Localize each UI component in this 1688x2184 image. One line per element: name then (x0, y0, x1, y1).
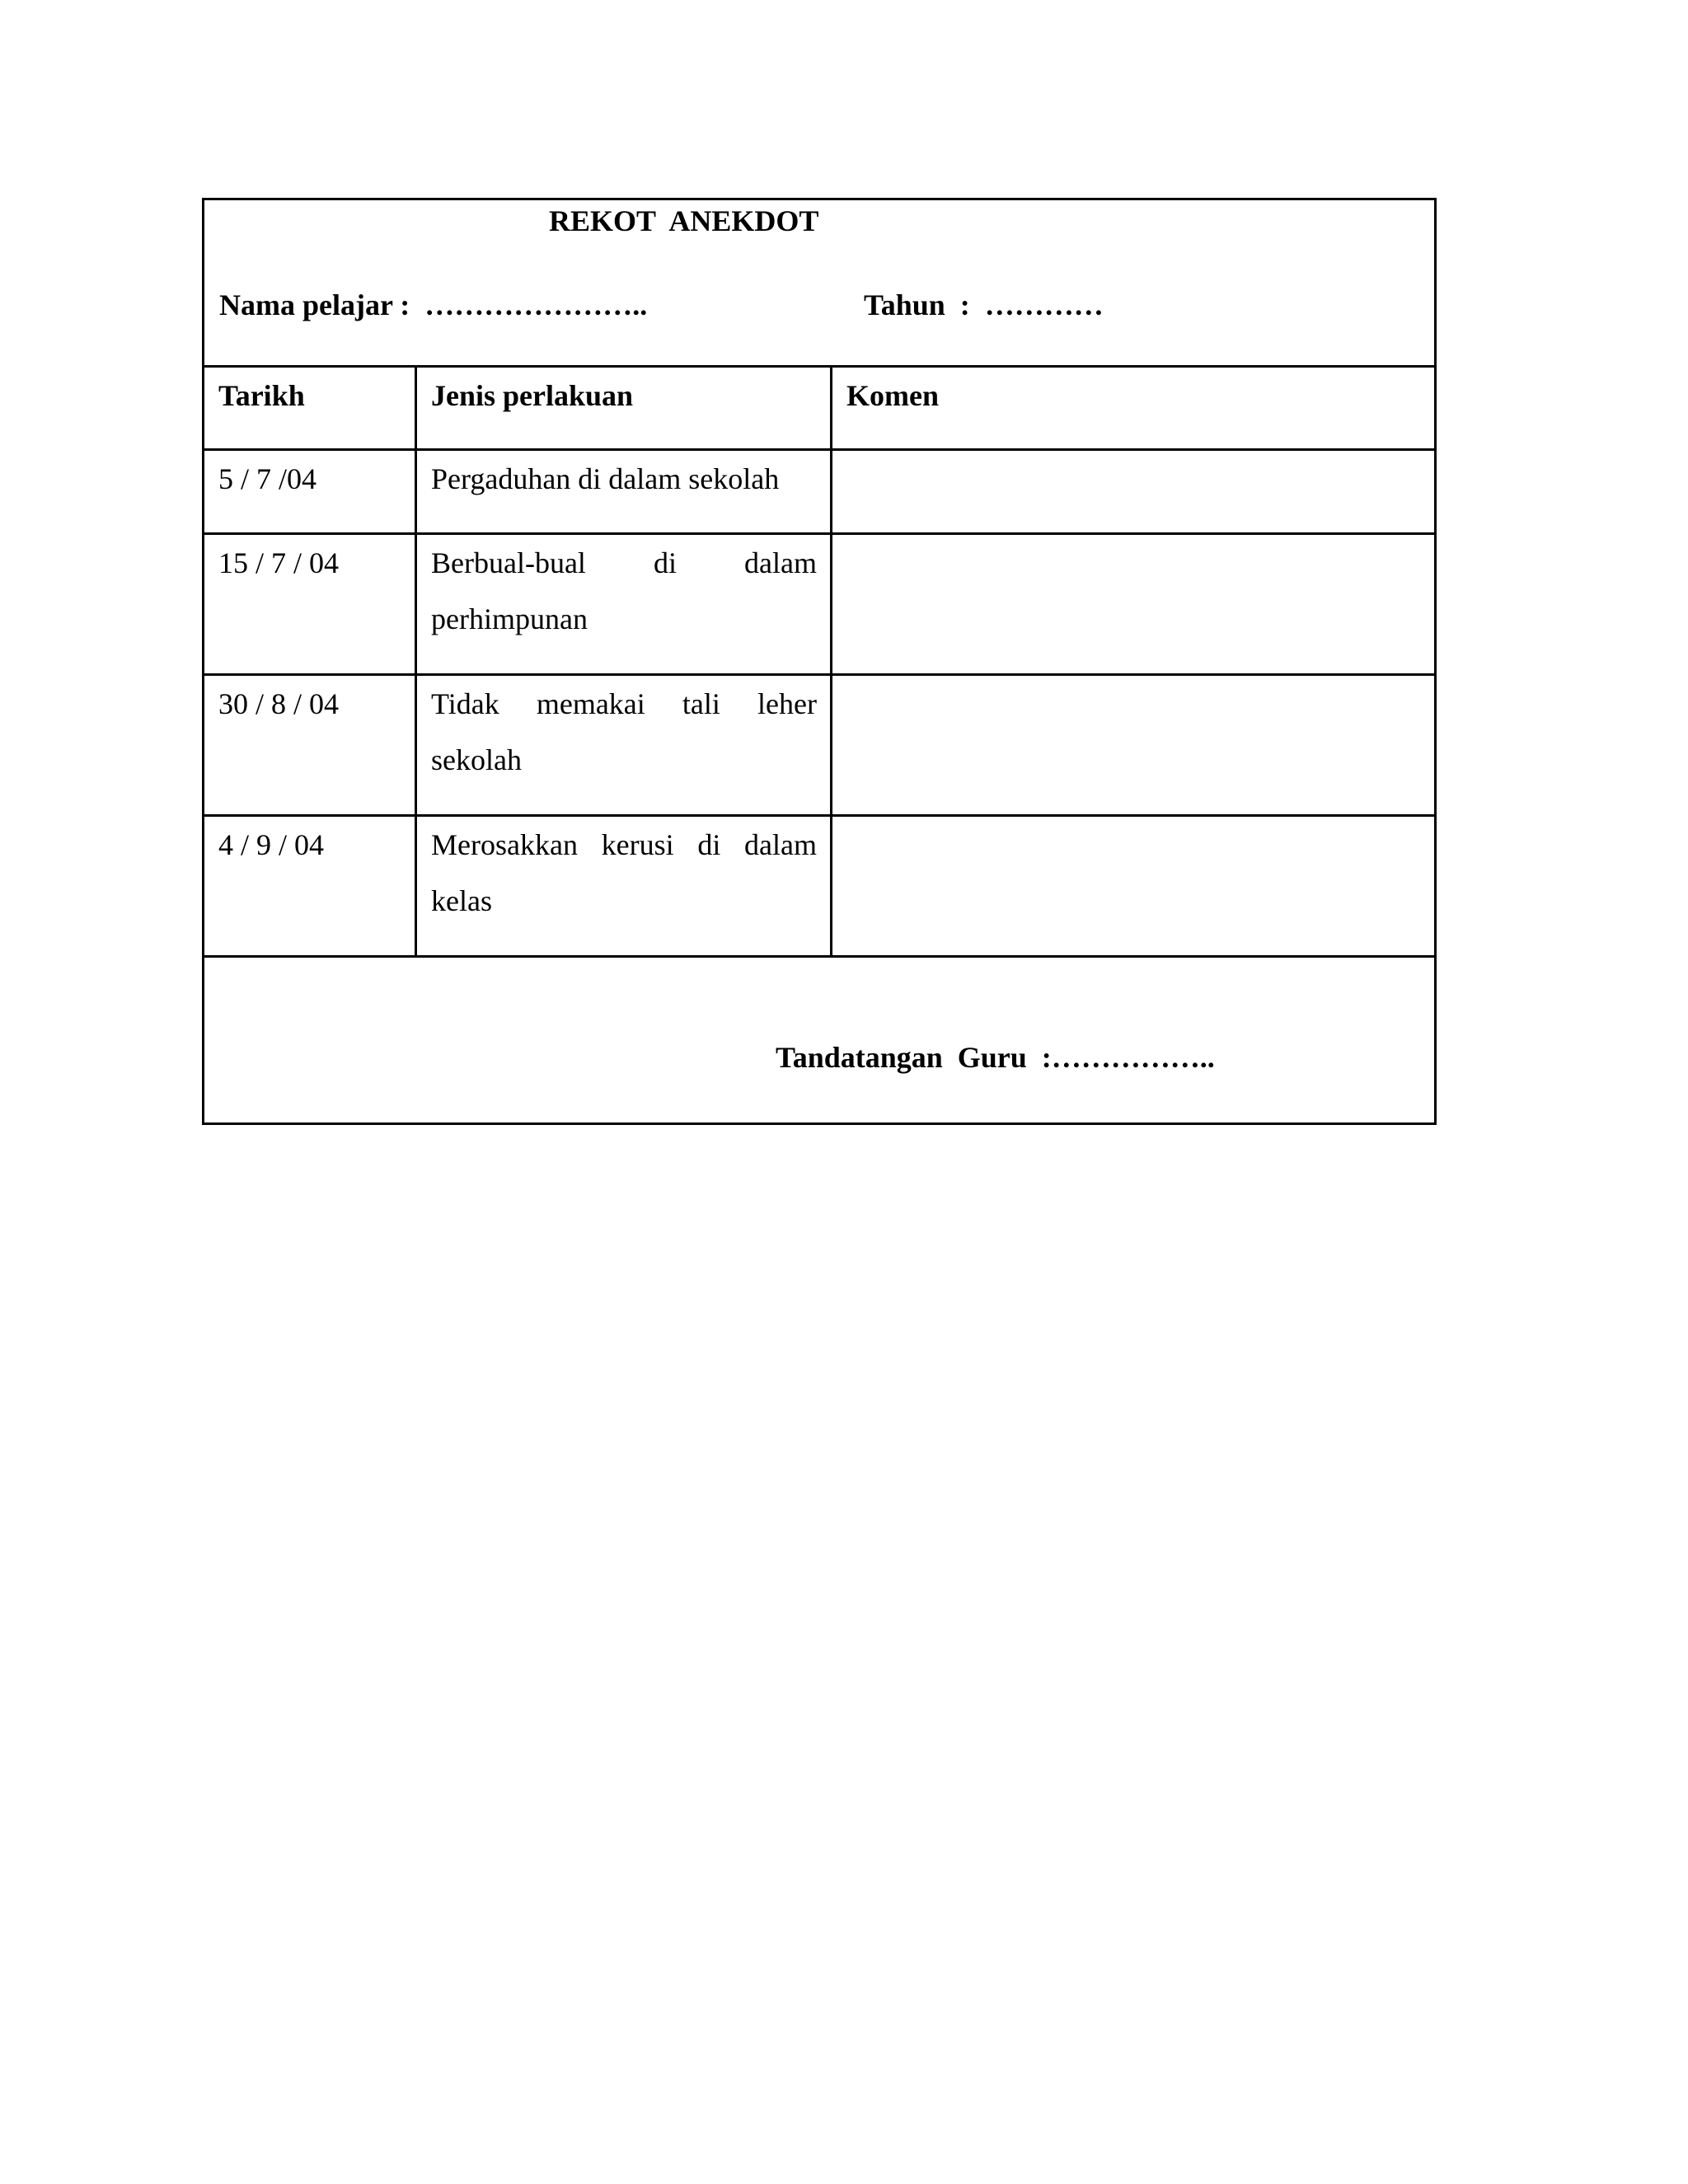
table-row (204, 534, 1436, 675)
comment-cell (832, 816, 1436, 957)
date-cell: 4 / 9 / 04 (204, 816, 416, 957)
behaviour-cell: Merosakkan kerusi di dalam kelas (416, 816, 832, 957)
teacher-signature-field: Tandatangan Guru :…………….. (776, 1041, 1215, 1074)
behaviour-cell: Tidak memakai tali leher sekolah (416, 675, 832, 816)
column-header-date: Tarikh (204, 367, 416, 450)
column-header-row (204, 367, 1436, 450)
table-row (204, 675, 1436, 816)
year-field: Tahun : ………… (864, 288, 1104, 321)
column-header-comment: Komen (832, 367, 1436, 450)
behaviour-cell: Berbual-bual di dalam perhimpunan (416, 534, 832, 675)
signature-cell (204, 957, 1436, 1124)
date-cell: 30 / 8 / 04 (204, 675, 416, 816)
anecdotal-record-form (202, 198, 1437, 1125)
table-row (204, 816, 1436, 957)
table-row (204, 450, 1436, 534)
column-header-behaviour: Jenis perlakuan (416, 367, 832, 450)
form-title: REKOT ANEKDOT (549, 204, 819, 237)
comment-cell (832, 675, 1436, 816)
behaviour-cell: Pergaduhan di dalam sekolah (416, 450, 832, 534)
comment-cell (832, 450, 1436, 534)
form-header-cell (204, 199, 1436, 367)
date-cell: 5 / 7 /04 (204, 450, 416, 534)
comment-cell (832, 534, 1436, 675)
date-cell: 15 / 7 / 04 (204, 534, 416, 675)
student-name-field: Nama pelajar : ………………….. (219, 288, 648, 321)
